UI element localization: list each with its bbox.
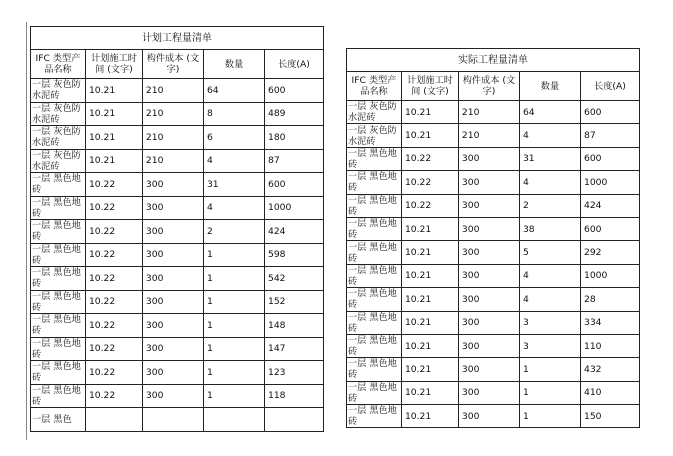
cell-component-cost: 210 (458, 124, 519, 147)
cell-component-cost: 300 (458, 405, 519, 428)
cell-length: 150 (580, 405, 639, 428)
cell-product-name: 一层 黑色地砖 (347, 405, 402, 428)
cell-length: 1000 (580, 171, 639, 194)
cell-length: 1000 (580, 264, 639, 287)
cell-construction-time: 10.21 (85, 79, 142, 103)
table-row (347, 194, 640, 217)
cell-product-name: 一层 黑色地砖 (31, 290, 86, 314)
cell-component-cost: 300 (142, 243, 203, 267)
cell-length: 87 (264, 149, 323, 173)
table-row (347, 288, 640, 311)
cell-construction-time: 10.21 (401, 241, 458, 264)
cell-quantity: 4 (519, 124, 580, 147)
cell-component-cost: 300 (458, 147, 519, 170)
cell-product-name: 一层 黑色地砖 (347, 334, 402, 357)
cell-product-name: 一层 灰色防水泥砖 (31, 79, 86, 103)
cell-construction-time: 10.21 (401, 124, 458, 147)
cell-construction-time: 10.22 (85, 337, 142, 361)
header-construction-time: 计划施工时间 (文字) (401, 72, 458, 101)
table-row (347, 217, 640, 240)
cell-length: 147 (264, 337, 323, 361)
cell-construction-time: 10.22 (85, 173, 142, 197)
cell-quantity: 1 (519, 358, 580, 381)
table-row (347, 334, 640, 357)
cell-quantity: 5 (519, 241, 580, 264)
cell-length: 110 (580, 334, 639, 357)
cell-component-cost: 300 (142, 196, 203, 220)
cell-quantity: 4 (519, 264, 580, 287)
cell-length: 292 (580, 241, 639, 264)
cell-quantity: 2 (519, 194, 580, 217)
table-row (347, 101, 640, 124)
cell-component-cost: 210 (142, 126, 203, 150)
header-quantity: 数量 (519, 72, 580, 101)
cell-quantity: 64 (203, 79, 264, 103)
cell-product-name: 一层 黑色地砖 (31, 384, 86, 408)
cell-length: 600 (580, 217, 639, 240)
cell-product-name: 一层 黑色地砖 (347, 358, 402, 381)
table-row (31, 220, 324, 244)
cell-component-cost: 210 (142, 149, 203, 173)
table-row (31, 79, 324, 103)
cell-quantity: 38 (519, 217, 580, 240)
cell-construction-time: 10.21 (401, 405, 458, 428)
cell-quantity: 1 (203, 361, 264, 385)
cell-construction-time: 10.22 (85, 196, 142, 220)
cell-component-cost: 300 (142, 220, 203, 244)
cell-construction-time: 10.21 (401, 358, 458, 381)
cell-product-name: 一层 黑色地砖 (347, 288, 402, 311)
cell-component-cost: 300 (458, 194, 519, 217)
cell-component-cost: 300 (458, 334, 519, 357)
page-margin-rule (26, 22, 27, 440)
cell-product-name: 一层 黑色地砖 (347, 217, 402, 240)
cell-quantity: 3 (519, 311, 580, 334)
cell-component-cost: 300 (142, 173, 203, 197)
cell-component-cost: 210 (142, 79, 203, 103)
actual-quantity-sheet (346, 48, 640, 438)
cell-product-name: 一层 黑色 (31, 408, 86, 432)
plan-quantity-table (30, 26, 324, 432)
cell-construction-time: 10.22 (85, 290, 142, 314)
header-product-name: IFC 类型产品名称 (347, 72, 402, 101)
table-row (31, 102, 324, 126)
header-component-cost: 构件成本 (文字) (142, 50, 203, 79)
cell-component-cost: 300 (142, 337, 203, 361)
table-row (31, 290, 324, 314)
cell-length: 152 (264, 290, 323, 314)
cell-product-name: 一层 黑色地砖 (31, 196, 86, 220)
cell-construction-time: 10.22 (85, 361, 142, 385)
cell-product-name: 一层 黑色地砖 (31, 361, 86, 385)
cell-component-cost: 300 (458, 311, 519, 334)
cell-product-name: 一层 黑色地砖 (347, 311, 402, 334)
cell-product-name: 一层 灰色防水泥砖 (347, 124, 402, 147)
table-row (31, 408, 324, 432)
header-length: 长度(A) (264, 50, 323, 79)
cell-length: 28 (580, 288, 639, 311)
cell-construction-time: 10.22 (85, 314, 142, 338)
cell-product-name: 一层 黑色地砖 (31, 173, 86, 197)
cell-length: 87 (580, 124, 639, 147)
cell-component-cost: 300 (458, 171, 519, 194)
cell-length: 600 (580, 147, 639, 170)
cell-length: 432 (580, 358, 639, 381)
cell-product-name: 一层 黑色地砖 (31, 314, 86, 338)
cell-quantity: 2 (203, 220, 264, 244)
cell-length: 118 (264, 384, 323, 408)
cell-quantity: 1 (203, 337, 264, 361)
cell-product-name: 一层 黑色地砖 (347, 264, 402, 287)
cell-product-name: 一层 黑色地砖 (347, 147, 402, 170)
cell-quantity: 6 (203, 126, 264, 150)
cell-quantity: 4 (203, 196, 264, 220)
cell-product-name: 一层 灰色防水泥砖 (347, 101, 402, 124)
cell-construction-time: 10.22 (85, 243, 142, 267)
cell-length: 334 (580, 311, 639, 334)
cell-product-name: 一层 黑色地砖 (31, 220, 86, 244)
table-row (31, 361, 324, 385)
cell-length: 600 (264, 173, 323, 197)
cell-construction-time: 10.21 (401, 217, 458, 240)
cell-length: 600 (580, 101, 639, 124)
cell-quantity: 1 (519, 381, 580, 404)
cell-quantity: 1 (203, 384, 264, 408)
cell-quantity: 31 (519, 147, 580, 170)
cell-product-name: 一层 黑色地砖 (347, 171, 402, 194)
table-row (347, 381, 640, 404)
cell-product-name: 一层 黑色地砖 (31, 337, 86, 361)
plan-quantity-sheet (30, 26, 324, 438)
cell-construction-time: 10.21 (85, 149, 142, 173)
cell-product-name: 一层 灰色防水泥砖 (31, 102, 86, 126)
cell-length: 542 (264, 267, 323, 291)
header-construction-time: 计划施工时间 (文字) (85, 50, 142, 79)
cell-component-cost: 300 (142, 314, 203, 338)
cell-quantity: 4 (203, 149, 264, 173)
cell-construction-time (85, 408, 142, 432)
cell-length (264, 408, 323, 432)
cell-product-name: 一层 灰色防水泥砖 (31, 126, 86, 150)
cell-quantity: 4 (519, 288, 580, 311)
cell-length: 1000 (264, 196, 323, 220)
cell-product-name: 一层 黑色地砖 (31, 267, 86, 291)
cell-length: 410 (580, 381, 639, 404)
cell-quantity: 31 (203, 173, 264, 197)
table-row (31, 173, 324, 197)
cell-construction-time: 10.21 (401, 288, 458, 311)
cell-component-cost: 300 (142, 267, 203, 291)
cell-quantity: 8 (203, 102, 264, 126)
table-row (31, 314, 324, 338)
actual-table-title: 实际工程量清单 (347, 49, 640, 72)
cell-construction-time: 10.22 (401, 171, 458, 194)
table-row (31, 243, 324, 267)
cell-construction-time: 10.21 (401, 264, 458, 287)
header-product-name: IFC 类型产品名称 (31, 50, 86, 79)
table-row (347, 124, 640, 147)
table-row (347, 264, 640, 287)
cell-construction-time: 10.21 (401, 334, 458, 357)
table-row (347, 358, 640, 381)
cell-product-name: 一层 黑色地砖 (347, 381, 402, 404)
cell-component-cost: 300 (458, 241, 519, 264)
cell-construction-time: 10.21 (85, 102, 142, 126)
cell-length: 489 (264, 102, 323, 126)
table-row (347, 241, 640, 264)
cell-component-cost: 300 (458, 358, 519, 381)
cell-component-cost: 300 (142, 384, 203, 408)
table-row (31, 384, 324, 408)
plan-table-title: 计划工程量清单 (31, 27, 324, 50)
cell-component-cost: 300 (458, 381, 519, 404)
table-row (31, 267, 324, 291)
cell-component-cost: 300 (142, 361, 203, 385)
cell-quantity: 1 (203, 290, 264, 314)
cell-construction-time: 10.21 (401, 381, 458, 404)
table-row (31, 149, 324, 173)
cell-construction-time: 10.22 (85, 384, 142, 408)
actual-quantity-table (346, 48, 640, 428)
cell-construction-time: 10.22 (85, 267, 142, 291)
cell-length: 600 (264, 79, 323, 103)
table-row (347, 405, 640, 428)
table-row (31, 196, 324, 220)
cell-product-name: 一层 灰色防水泥砖 (31, 149, 86, 173)
cell-component-cost: 300 (458, 217, 519, 240)
header-quantity: 数量 (203, 50, 264, 79)
cell-component-cost: 300 (458, 288, 519, 311)
cell-length: 424 (580, 194, 639, 217)
table-row (31, 126, 324, 150)
cell-construction-time: 10.22 (401, 194, 458, 217)
cell-construction-time: 10.22 (401, 147, 458, 170)
cell-length: 598 (264, 243, 323, 267)
cell-quantity: 1 (519, 405, 580, 428)
header-length: 长度(A) (580, 72, 639, 101)
cell-quantity: 1 (203, 314, 264, 338)
header-component-cost: 构件成本 (文字) (458, 72, 519, 101)
cell-product-name: 一层 黑色地砖 (347, 241, 402, 264)
cell-length: 123 (264, 361, 323, 385)
table-row (347, 311, 640, 334)
cell-construction-time: 10.22 (85, 220, 142, 244)
cell-length: 148 (264, 314, 323, 338)
cell-quantity: 3 (519, 334, 580, 357)
cell-quantity (203, 408, 264, 432)
cell-length: 180 (264, 126, 323, 150)
cell-quantity: 4 (519, 171, 580, 194)
cell-product-name: 一层 黑色地砖 (347, 194, 402, 217)
cell-component-cost: 210 (142, 102, 203, 126)
table-row (347, 147, 640, 170)
cell-construction-time: 10.21 (401, 101, 458, 124)
table-row (347, 171, 640, 194)
table-row (31, 337, 324, 361)
cell-length: 424 (264, 220, 323, 244)
cell-component-cost: 300 (458, 264, 519, 287)
cell-component-cost: 300 (142, 290, 203, 314)
cell-component-cost (142, 408, 203, 432)
cell-quantity: 1 (203, 267, 264, 291)
cell-component-cost: 210 (458, 101, 519, 124)
cell-construction-time: 10.21 (85, 126, 142, 150)
cell-quantity: 64 (519, 101, 580, 124)
cell-construction-time: 10.21 (401, 311, 458, 334)
cell-product-name: 一层 黑色地砖 (31, 243, 86, 267)
cell-quantity: 1 (203, 243, 264, 267)
